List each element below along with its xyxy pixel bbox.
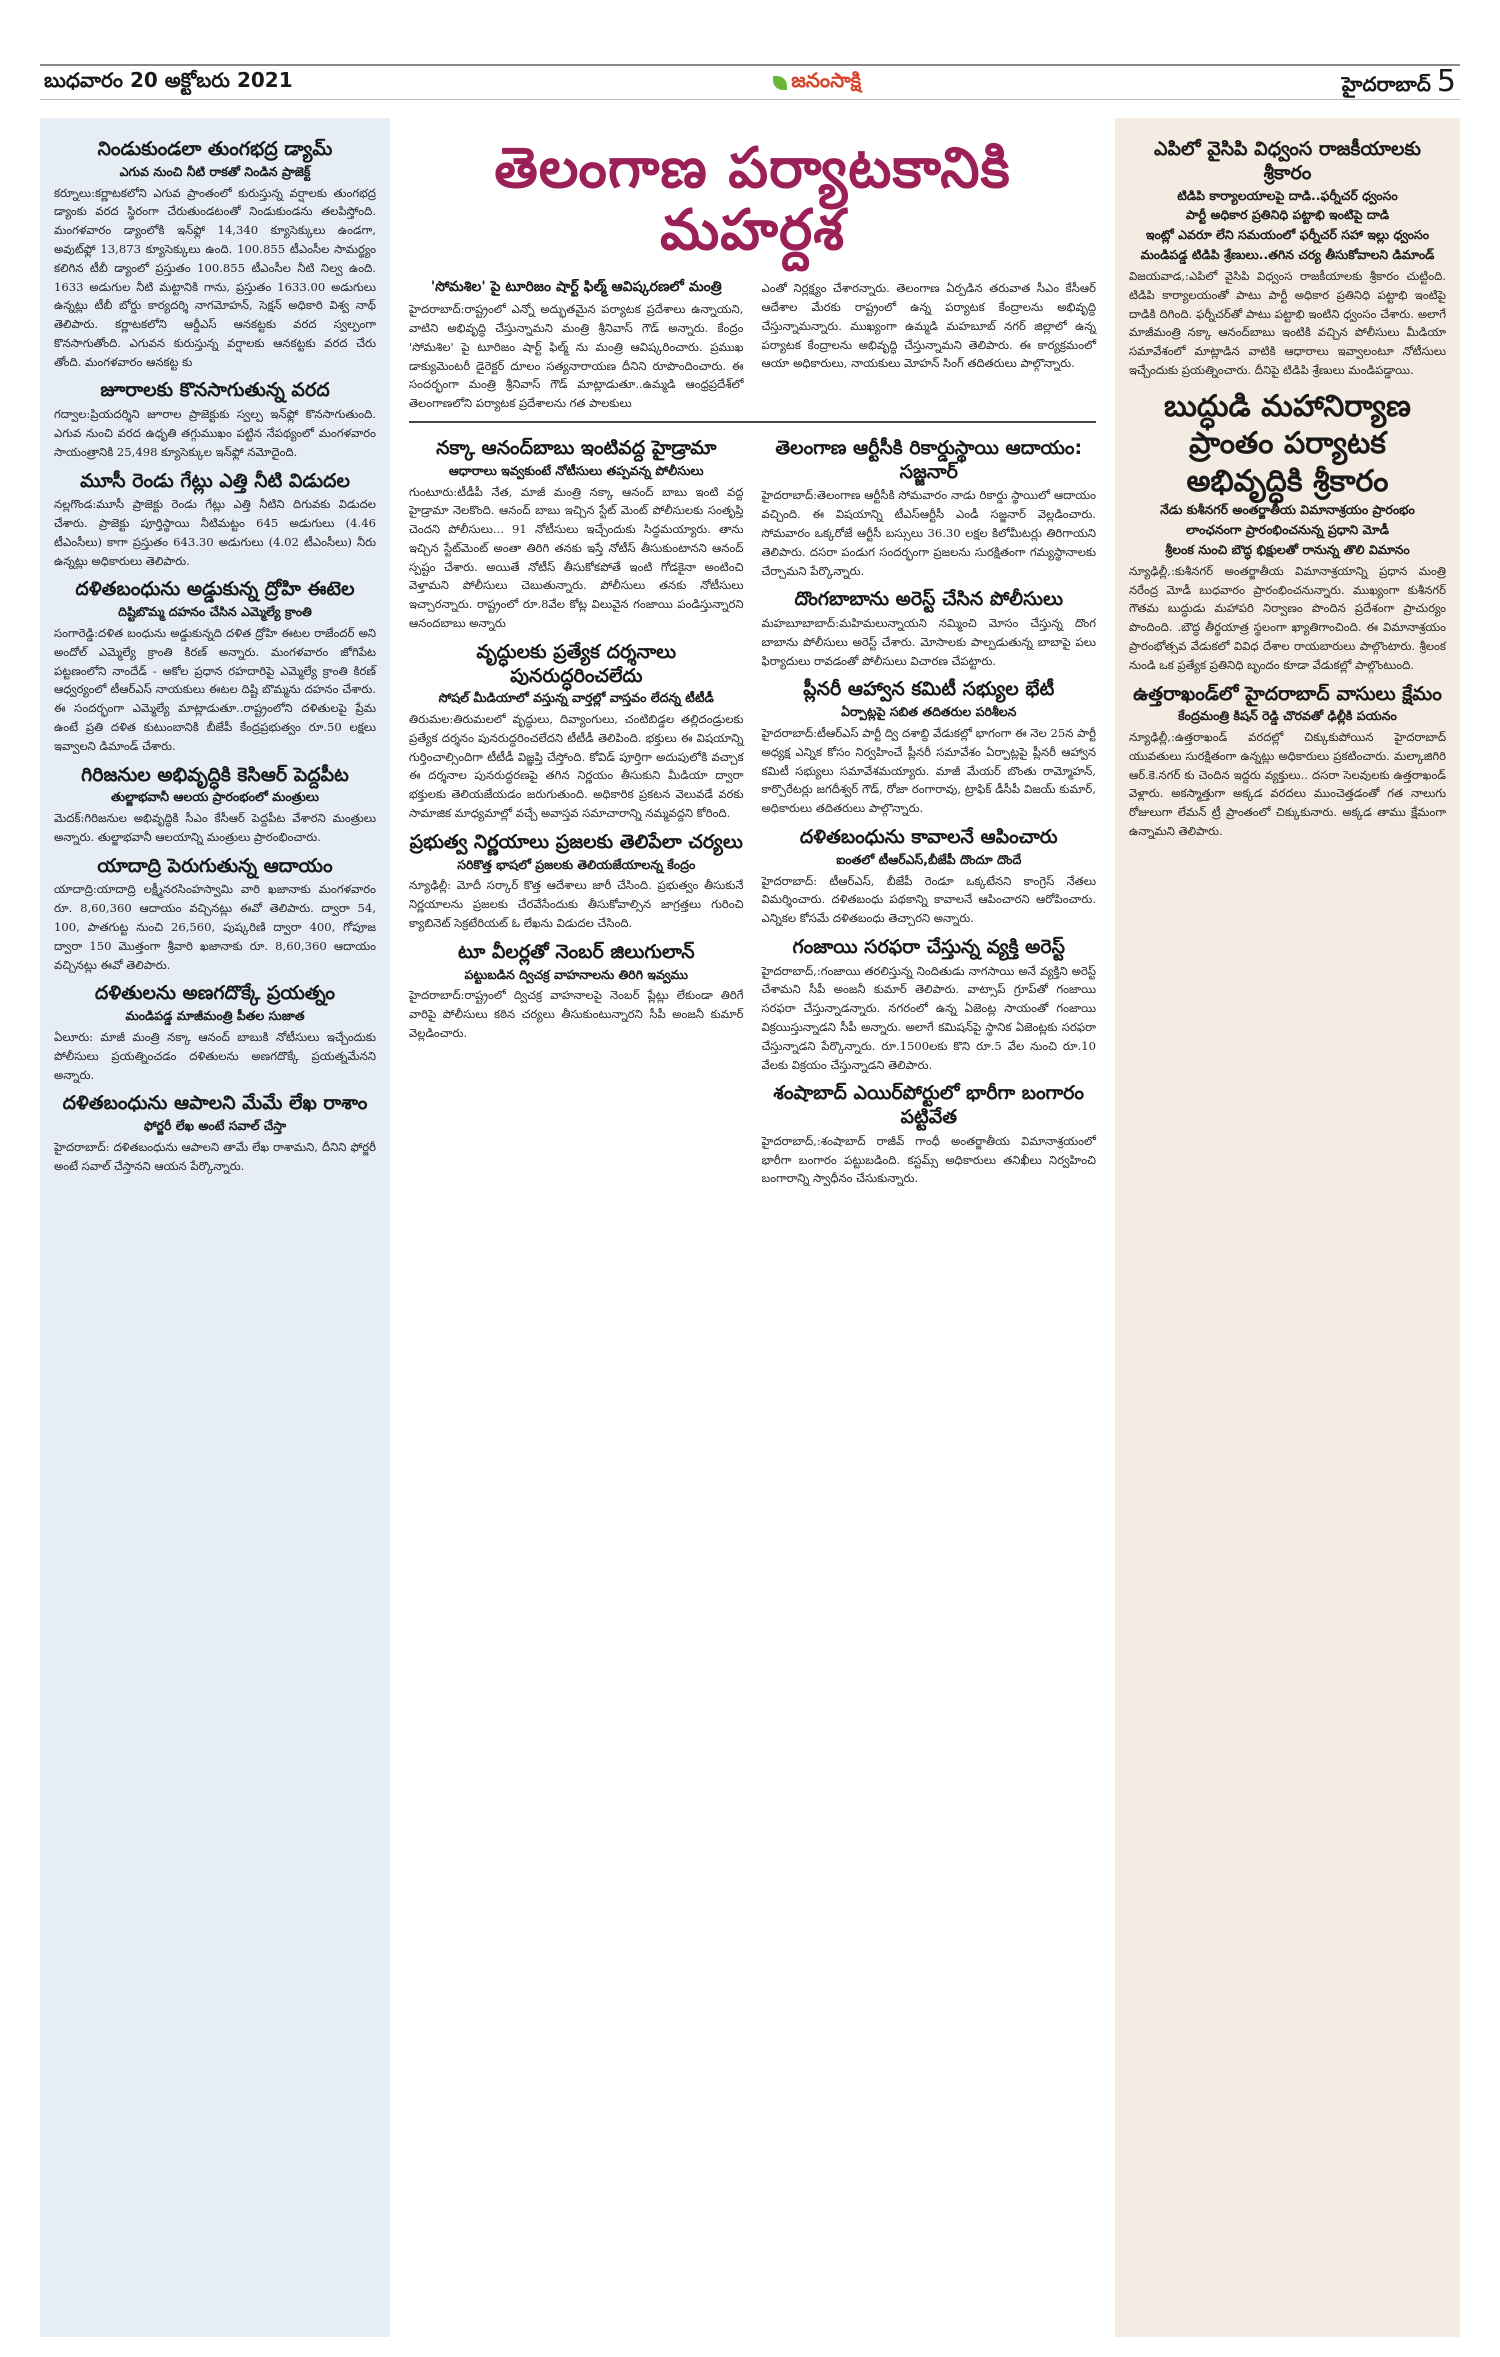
article-headline: టూ వీలర్లతో నెంబర్ జిలుగులాన్ [457, 940, 695, 963]
article-headline: గిరిజనుల అభివృద్ధికి కెసిఆర్ పెద్దపీట [81, 763, 349, 786]
article-subheadline: ఫోర్జరీ లేఖ అంటే సవాల్ చేస్తా [143, 1118, 287, 1134]
leaf-icon [773, 76, 787, 90]
article-body: కర్నూలు:కర్ణాటకలోని ఎగువ ప్రాంతంలో కురుస్తున్న వర్షాలకు తుంగభద్ర డ్యాంకు వరద స్థిరంగా చేరుతుండటంతో నిండుకుండను తలపిస్తోంది. మంగళవారం డ్యాంలోకి ఇన్‌ఫ్లో 14,340 క్యూసెక్కులు ఉండగా, అవుట్‌ఫ్లో 13,873 క్యూసెక్కులు ఉంది. 100.855 టీఎంసీల సామర్థ్యం కలిగిన టీబీ డ్యాంలో ప్రస్తుతం 100.855 టీఎంసీల నీటి నిల్వ ఉంది. 1633 అడుగుల నీటి మట్టానికి గాను, ప్రస్తుతం 1633.00 అడుగులు ఉన్నట్లు టీబీ బోర్డు కార్యదర్శి నాగమోహన్, సెక్షన్ అధికారి విశ్వ నాథ్ తెలిపారు. కర్ణాటకలోని ఆర్డీఎస్ ఆనకట్టకు వరద స్వల్పంగా కొనసాగుతోంది. ఎగువన కురుస్తున్న వర్షాలకు ఆనకట్టకు వరద చేరు తోంది. మంగళవారం ఆనకట్ట కు [54, 185, 376, 369]
article-headline: తెలంగాణ ఆర్టీసీకి రికార్డుస్థాయి ఆదాయం: సజ్జనార్ [775, 436, 1083, 483]
page-number: 5 [1436, 64, 1456, 99]
left-column [40, 118, 390, 2337]
article [762, 437, 1097, 580]
article-body: హైదరాబాద్:రాష్ట్రంలో ద్విచక్ర వాహనాలపై నెంబర్ ప్లేట్లు లేకుండా తిరిగే వారిపై పోలీసులు కఠిన చర్యలు తీసుకుంటున్నారని సీపీ అంజనీ కుమార్ వెల్లడించారు. [409, 988, 744, 1040]
lead-body-left: హైదరాబాద్:రాష్ట్రంలో ఎన్నో అద్భుతమైన పర్యాటక ప్రదేశాలు ఉన్నాయని, వాటిని అభివృద్ధి చేస్తున్నామని మంత్రి శ్రీనివాస్ గౌడ్ అన్నారు. కేంద్రం 'సోమశిల' పై టూరిజం షార్ట్ ఫిల్మ్ ను మంత్రి ఆవిష్కరించారు. ప్రముఖ డాక్యుమెంటరీ డైరెక్టర్ దూలం సత్యనారాయణ దీనిని రూపొందించారు. ఈ సందర్భంగా మంత్రి శ్రీనివాస్ గౌడ్ మాట్లాడుతూ..ఉమ్మడి ఆంధ్రప్రదేశ్‌లో తెలంగాణలోని పర్యాటక ప్రదేశాలను గత పాలకులు [409, 302, 744, 411]
issue-date: బుధవారం 20 అక్టోబరు 2021 [44, 68, 293, 92]
article-headline: యాదాద్రి పెరుగుతున్న ఆదాయం [97, 854, 333, 877]
article-body: నల్లగొండ:మూసీ ప్రాజెక్టు రెండు గేట్లు ఎత్తి నీటిని దిగువకు విడుదల చేశారు. ప్రాజెక్టు పూర్తిస్థాయి నీటిమట్టం 645 అడుగులు (4.46 టీఎంసీలు) కాగా ప్రస్తుతం 643.30 అడుగులు (4.02 టీఎంసీలు) నీరు ఉన్నట్లు అధికారులు తెలిపారు. [54, 497, 376, 568]
article-body: న్యూఢిల్లీ,:ఉత్తరాఖండ్ వరదల్లో చిక్కుకుపోయిన హైదరాబాద్ యువతులు సురక్షితంగా ఉన్నట్లు అధికారులు ప్రకటించారు. మల్కాజిగిరి ఆర్.కె.నగర్ కు చెందిన ఇద్దరు వ్యక్తులు.. దసరా సెలవులకు ఉత్తరాఖండ్ వెళ్లారు. అకస్మాత్తుగా అక్కడ వరదలు ముంచెత్తడంతో గత నాలుగు రోజులుగా లేమన్ ట్రీ ప్రాంతంలో చిక్కుకునారు. అక్కడ తాము క్షేమంగా ఉన్నామని తెలిపారు. [1129, 730, 1446, 839]
article-body: విజయవాడ,:ఎపిలో వైసిపి విధ్వంస రాజకీయాలకు శ్రీకారం చుట్టింది. టిడిపి కార్యాలయంతో పాటు పార్టీ అధికార ప్రతినిధి పట్టాభి ఇంటిపై దాడికి దిగింది. ఫర్నీచర్‌తో పాటు పట్టాభి ఇంటిని ధ్వంసం చేశారు. అలాగే మాజీమంత్రి నక్కా ఆనంద్‌బాబు ఇంటికి వచ్చిన పోలీసులు మీడియా సమావేశంలో మాట్లాడిన వాటికి ఆధారాలు ఇవ్వాలంటూ నోటీసులు ఇచ్చేందుకు ప్రయత్నించారు. దీనిపై టిడిపి శ్రేణులు మండిపడ్డాయి. [1129, 269, 1446, 377]
article-body: హైదరాబాద్:తెలంగాణ ఆర్టీసీకి సోమవారం నాడు రికార్డు స్థాయిలో ఆదాయం వచ్చింది. ఈ విషయాన్ని టీఎస్ఆర్టీసీ ఎండీ సజ్జనార్ వెల్లడించారు. సోమవారం ఒక్కరోజే ఆర్టీసీ బస్సులు 36.30 లక్షల కిలోమీటర్లు తిరిగాయని తెలిపారు. దసరా పండుగ సందర్భంగా ప్రజలను సురక్షితంగా గమ్యస్థానాలకు చేర్చామని పేర్కొన్నారు. [761, 488, 1096, 578]
article-subheadline: ఏర్పాట్లపై సబిత తదితరుల పరిశీలన [841, 704, 1017, 720]
city-name: హైదరాబాద్ [1341, 72, 1431, 96]
right-column [1115, 118, 1460, 2337]
article [1129, 138, 1446, 380]
article-headline: జూరాలకు కొనసాగుతున్న వరద [100, 379, 330, 402]
article-subheadline: శ్రీలంక నుంచి బౌద్ధ భిక్షులతో రానున్న తొలి విమానం [1165, 541, 1410, 557]
article [54, 138, 376, 371]
article-headline: నక్కా ఆనంద్‌బాబు ఇంటివద్ద హైడ్రామా [436, 436, 717, 459]
logo-text: జనంసాక్షి [791, 68, 862, 92]
article [762, 936, 1097, 1074]
article-headline: దళితబంధును ఆపాలని మేమే లేఖ రాశాం [62, 1092, 368, 1115]
masthead [40, 64, 1460, 100]
article-subheadline: కేంద్రమంత్రి కిషన్ రెడ్డి చొరవతో ఢిల్లీకి పయనం [1178, 708, 1397, 724]
article-body: మహబూబాబాద్:మహిమలున్నాయని నమ్మించి మోసం చేస్తున్న దొంగ బాబాను పోలీసులు అరెస్ట్ చేశారు. మోసాలకు పాల్పడుతున్న బాబాపై పలు ఫిర్యాదులు రావడంతో పోలీసులు విచారణ చేపట్టారు. [761, 616, 1096, 668]
article-headline: బుద్ధుడి మహానిర్యాణ ప్రాంతం పర్యాటక అభివృద్ధికి శ్రీకారం [1164, 388, 1411, 499]
article [762, 588, 1097, 670]
lead-body-right: ఎంతో నిర్లక్ష్యం చేశారన్నారు. తెలంగాణ ఏర్పడిన తరువాత సీఎం కేసీఆర్ ఆదేశాల మేరకు రాష్ట్రంలో ఉన్న పర్యాటక కేంద్రాలను అభివృద్ధి చేస్తున్నామన్నారు. ముఖ్యంగా ఉమ్మడి మహబూబ్ నగర్ జిల్లాలో ఉన్న పర్యాటక కేంద్రాలను అభివృద్ధి చేస్తున్నామని తెలిపారు. ఈ కార్యక్రమంలో ఆయా అధికారులు, నాయకులు మోహన్ సింగ్ తదితరులు పాల్గొన్నారు. [761, 281, 1096, 371]
article [1129, 388, 1446, 675]
article-body: ఏలూరు: మాజీ మంత్రి నక్కా ఆనంద్ బాబుకి నోటీసులు ఇచ్చేందుకు పోలీసులు ప్రయత్నించడం దళితులను అణగదొక్కే ప్రయత్నమేనని అన్నారు. [54, 1029, 376, 1082]
article [54, 764, 376, 847]
article-headline: ప్లీనరీ ఆహ్వాన కమిటీ సభ్యుల భేటీ [803, 678, 1055, 701]
article-headline: మూసీ రెండు గేట్లు ఎత్తి నీటి విడుదల [80, 469, 350, 492]
article-subheadline: ఐంతలో టీఆర్ఎస్,బీజేపీ దొందూ దొందే [836, 851, 1022, 867]
newspaper-logo [773, 68, 861, 97]
article-body: హైదరాబాద్: టీఆర్ఎస్, బీజేపీ రెండూ ఒక్కటేనని కాంగ్రెస్ నేతలు విమర్శించారు. దళితబంధు పథకాన్ని కావాలనే ఆపించారని ఆరోపించారు. ఎన్నికల కోసమే దళితబంధు తెచ్చారని అన్నారు. [761, 873, 1096, 926]
article-body: న్యూఢిల్లీ,:కుశీనగర్ అంతర్జాతీయ విమానాశ్రయాన్ని ప్రధాన మంత్రి నరేంద్ర మోడీ బుధవారం ప్రారంభించనున్నారు. ముఖ్యంగా కుశీనగర్ గౌతమ బుద్ధుడు మహాపరి నిర్వాణం పొందిన ప్రదేశంగా ప్రాచుర్యం పొందింది. .బౌద్ధ తీర్థయాత్ర స్థలంగా ఖ్యాతిగాంచింది. ఈ విమానాశ్రయం ప్రారంభోత్సవ వేడుకలో వివిధ దేశాల రాయబారులు పాల్గొంటారు. శ్రీలంక నుండి ఒక ప్రత్యేక ప్రతినిధి బృందం కూడా వేడుకల్లో పాల్గొంటుంది. [1129, 563, 1446, 672]
article [54, 578, 376, 755]
article-body: హైదరాబాద్,:శంషాబాద్ రాజీవ్ గాంధీ అంతర్జాతీయ విమానాశ్రయంలో భారీగా బంగారం పట్టుబడింది. కస్టమ్స్ అధికారులు తనిఖీలు నిర్వహించి బంగారాన్ని స్వాధీనం చేసుకున్నారు. [761, 1133, 1096, 1186]
middle-left-subcolumn [409, 429, 744, 1188]
article-subheadline: ఇంట్లో ఎవరూ లేని సమయంలో ఫర్నీచర్ సహా ఇల్లు ధ్వంసం [1145, 227, 1430, 243]
main-headline: తెలంగాణ పర్యాటకానికి మహర్దశ [494, 136, 1011, 263]
article-body: హైదరాబాద్:టీఆర్ఎస్ పార్టీ ద్వి దశాబ్ది వేడుకల్లో భాగంగా ఈ నెల 25న పార్టీ అధ్యక్ష ఎన్నిక కోసం నిర్వహించే ప్లీనరీ సమావేశం ఏర్పాట్లపై ప్లీనరీ ఆహ్వాన కమిటీ సభ్యులు సమావేశమయ్యారు. మాజీ మేయర్ బొంతు రామ్మోహన్, కార్పొరేటర్లు జగదీశ్వర్ గౌడ్, రోజా రంగారావు, ట్రాఫిక్ డీసీపీ విజయ్ కుమార్, అధికారులు తదితరులు పాల్గొన్నారు. [761, 726, 1096, 816]
article-subheadline: తుల్జాభవానీ ఆలయ ప్రారంభంలో మంత్రులు [111, 789, 319, 805]
article [1129, 683, 1446, 841]
article-subheadline: పార్టీ అధికార ప్రతినిధి పట్టాభి ఇంటిపై దాడి [1185, 207, 1390, 223]
article-subheadline: ఆధారాలు ఇవ్వకుంటే నోటీసులు తప్పవన్న పోలీసులు [448, 462, 704, 478]
article-headline: గంజాయి సరఫరా చేస్తున్న వ్యక్తి అరెస్ట్ [792, 935, 1065, 958]
article-subheadline: మండిపడ్డ టిడిపి శ్రేణులు..తగిన చర్య తీసుకోవాలని డిమాండ్ [1140, 247, 1435, 263]
article-subheadline: ఎగువ నుంచి నీటి రాకతో నిండిన ప్రాజెక్ట్ [119, 163, 311, 179]
article-body: తిరుమల:తిరుమలలో వృద్ధులు, దివ్యాంగులు, చంటిబిడ్డల తల్లిదండ్రులకు ప్రత్యేక దర్శనం పునరుద్ధరించలేదని టీటీడీ తెలిపింది. భక్తులు ఈ విషయాన్ని గుర్తించాల్సిందిగా టీటీడీ విజ్ఞప్తి చేస్తోంది. కోవిడ్ పూర్తిగా అదుపులోకి వచ్చాక ఈ దర్శనాల పునరుద్ధరణపై తగిన నిర్ణయం తీసుకుని మీడియా ద్వారా భక్తులకు తెలియజేయడం జరుగుతుంది. అధికారిక ప్రకటన వెలువడే వరకు సామాజిక మాధ్యమాల్లో వచ్చే అవాస్తవ సమాచారాన్ని నమ్మవద్దని కోరింది. [409, 712, 744, 821]
article-headline: ఉత్తరాఖండ్‌లో హైదరాబాద్ వాసులు క్షేమం [1133, 682, 1442, 705]
article-subheadline: నేడు కుశీనగర్ అంతర్జాతీయ విమానాశ్రయం ప్రారంభం [1160, 502, 1415, 518]
article-headline: శంషాబాద్ ఎయిర్‌పోర్టులో భారీగా బంగారం పట్టివేత [773, 1082, 1085, 1129]
article-body: సంగారెడ్డి:దళిత బంధును అడ్డుకున్నది దళిత ద్రోహి ఈటల రాజేందర్ అని అందోల్ ఎమ్మెల్యే క్రాంతి కిరణ్ అన్నారు. మంగళవారం జోగిపేట పట్టణంలోని నాందేడ్ - అకోల ప్రధాన రహదారిపై ఎమ్మెల్యే క్రాంతి కిరణ్ ఆధ్వర్యంలో టీఆర్ఎస్ నాయకులు ఈటల దిష్టి బొమ్మను దహనం చేశారు. ఈ సందర్భంగా ఎమ్మెల్యే మాట్లాడుతూ..రాష్ట్రంలోని దళితులపై ప్రేమ ఉంటే ప్రతి దళిత కుటుంబానికి బీజేపీ కేంద్రప్రభుత్వం రూ.50 లక్షలు ఇవ్వాలని డిమాండ్ చేశారు. [54, 626, 376, 753]
middle-right-subcolumn [762, 429, 1097, 1188]
article [409, 941, 744, 1043]
article-body: మెదక్:గిరిజనుల అభివృద్ధికి సీఎం కేసీఆర్ పెద్దపీట వేశారని మంత్రులు అన్నారు. తుల్జాభవానీ ఆలయాన్ని మంత్రులు ప్రారంభించారు. [54, 811, 376, 844]
article-body: యాదాద్రి:యాదాద్రి లక్ష్మీనరసింహస్వామి వారి ఖజానాకు మంగళవారం రూ. 8,60,360 ఆదాయం వచ్చినట్లు ఈవో తెలిపారు. ద్వారా 54, 100, పాతగుట్ట నుంచి 26,560, పుష్కరిణి ద్వారా 400, గోపూజ ద్వారా 150 మొత్తంగా శ్రీవారి ఖజానాకు రూ. 8,60,360 ఆదాయం వచ్చినట్లు ఈవో తెలిపారు. [54, 882, 376, 972]
article-headline: దళితులను అణగదొక్కే ప్రయత్నం [94, 982, 336, 1005]
article [54, 855, 376, 975]
lead-story [409, 279, 1096, 413]
article [762, 1082, 1097, 1188]
article-body: హైదరాబాద్: దళితబంధును ఆపాలని తామే లేఖ రాశామని, దీనిని ఫోర్జరీ అంటే సవాల్ చేస్తానని ఆయన పేర్కొన్నారు. [54, 1139, 376, 1173]
article-subheadline: టిడిపి కార్యాలయాలపై దాడి..ఫర్నీచర్ ధ్వంసం [1177, 187, 1398, 203]
article-headline: దళితబంధును అడ్డుకున్న ద్రోహి ఈటెల [75, 578, 355, 601]
article-headline: నిండుకుండలా తుంగభద్ర డ్యామ్ [97, 138, 333, 160]
article-subheadline: పట్టుబడిన ద్విచక్ర వాహనాలను తిరిగి ఇవ్వము [464, 966, 688, 982]
article [54, 379, 376, 461]
article [409, 831, 744, 933]
article [54, 470, 376, 571]
article-body: న్యూఢిల్లీ: మోదీ సర్కార్ కొత్త ఆదేశాలు జారీ చేసింది. ప్రభుత్వం తీసుకునే నిర్ణయాలను ప్రజలకు చేరవేసేందుకు తీసుకోవాల్సిన జాగ్రత్తలు గురించి క్యాబినెట్ సెక్రటేరియట్ ఓ లేఖను విడుదల చేసింది. [409, 878, 744, 930]
article [762, 826, 1097, 928]
article [409, 437, 744, 633]
article-headline: ప్రభుత్వ నిర్ణయాలు ప్రజలకు తెలిపేలా చర్యలు [409, 830, 743, 853]
article [54, 982, 376, 1084]
article-subheadline: లాంఛనంగా ప్రారంభించనున్న ప్రధాని మోడీ [1186, 522, 1389, 538]
article-body: హైదరాబాద్,:గంజాయి తరలిస్తున్న నిందితుడు నాగసాయి అనే వ్యక్తిని అరెస్ట్ చేశామని సీపీ అంజనీ కుమార్ తెలిపారు. వాట్సాప్ గ్రూప్‌తో గంజాయి సరఫరా చేస్తున్నాడన్నారు. నగరంలో ఉన్న ఏజెంట్ల సాయంతో గంజాయి విక్రయిస్తున్నాడని సీపీ అన్నారు. అలాగే కమిషన్‌పై స్థానిక ఏజెంట్లకు సరఫరా చేస్తున్నాడని పేర్కొన్నారు. రూ.1500లకు కొని రూ.5 వేల నుంచి రూ.10 వేలకు విక్రయం చేస్తున్నాడని తెలిపారు. [761, 963, 1096, 1072]
article-subheadline: మండిపడ్డ మాజీమంత్రి పీతల సుజాత [125, 1008, 305, 1024]
article-subheadline: దిష్టిబొమ్మ దహనం చేసిన ఎమ్మెల్యే క్రాంతి [118, 604, 312, 620]
edition-city [1342, 64, 1456, 101]
divider [409, 421, 1096, 423]
article-headline: వృద్ధులకు ప్రత్యేక దర్శనాలు పునరుద్ధరించలేదు [476, 640, 677, 687]
article-headline: ఎపిలో వైసిపి విధ్వంస రాజకీయాలకు శ్రీకారం [1154, 138, 1421, 184]
article [409, 641, 744, 823]
article-subheadline: సోషల్ మీడియాలో వస్తున్న వార్తల్లో వాస్తవం లేదన్న టీటీడీ [438, 690, 714, 706]
article [54, 1092, 376, 1175]
article-headline: దొంగబాబాను అరెస్ట్ చేసిన పోలీసులు [794, 588, 1064, 611]
middle-column [395, 118, 1110, 2337]
article [762, 678, 1097, 818]
article-body: గుంటూరు:టీడీపీ నేత, మాజీ మంత్రి నక్కా ఆనంద్ బాబు ఇంటి వద్ద హైడ్రామా నెలకొంది. ఆనంద్ బాబు ఇచ్చిన స్టేట్ మెంట్ పోలీసులకు సంతృప్తి చెందని పోలీసులు... 91 నోటీసులు ఇచ్చేందుకు సిద్ధమయ్యారు. తాను ఇచ్చిన స్టేట్‌మెంట్ అంతా తిరిగి తనకు ఇస్తే నోటీస్ తీసుకుంటానని ఆనంద్ స్పష్టం చేశారు. అయితే నోటీస్ తీసుకోకపోతే ఇంటి గోడకైనా అంటించి వెళ్తామని పోలీసులు చెబుతున్నారు. పోలీసులు తనకు నోటీసులు ఇచ్చారన్నారు. రాష్ట్రంలో రూ.8వేల కోట్ల విలువైన గంజాయి పండిస్తున్నారని ఆనందబాబు అన్నారు [409, 484, 744, 630]
article-headline: దళితబంధును కావాలనే ఆపించారు [799, 825, 1058, 848]
article-subheadline: సరికొత్త భాషలో ప్రజలకు తెలియజేయాలన్న కేంద్రం [457, 856, 696, 872]
lead-kicker: 'సోమశిల' పై టూరిజం షార్ట్ ఫిల్మ్ ఆవిష్కరణలో మంత్రి [430, 279, 722, 296]
article-body: గద్వాల:ప్రియదర్శిని జూరాల ప్రాజెక్టుకు స్వల్ప ఇన్‌ఫ్లో కొనసాగుతుంది. ఎగువ నుంచి వరద ఉధృతి తగ్గుముఖం పట్టిన నేపథ్యంలో మంగళవారం సాయంత్రానికి 25,498 క్యూసెక్కుల ఇన్‌ఫ్లో నమోదైంది. [54, 407, 376, 459]
